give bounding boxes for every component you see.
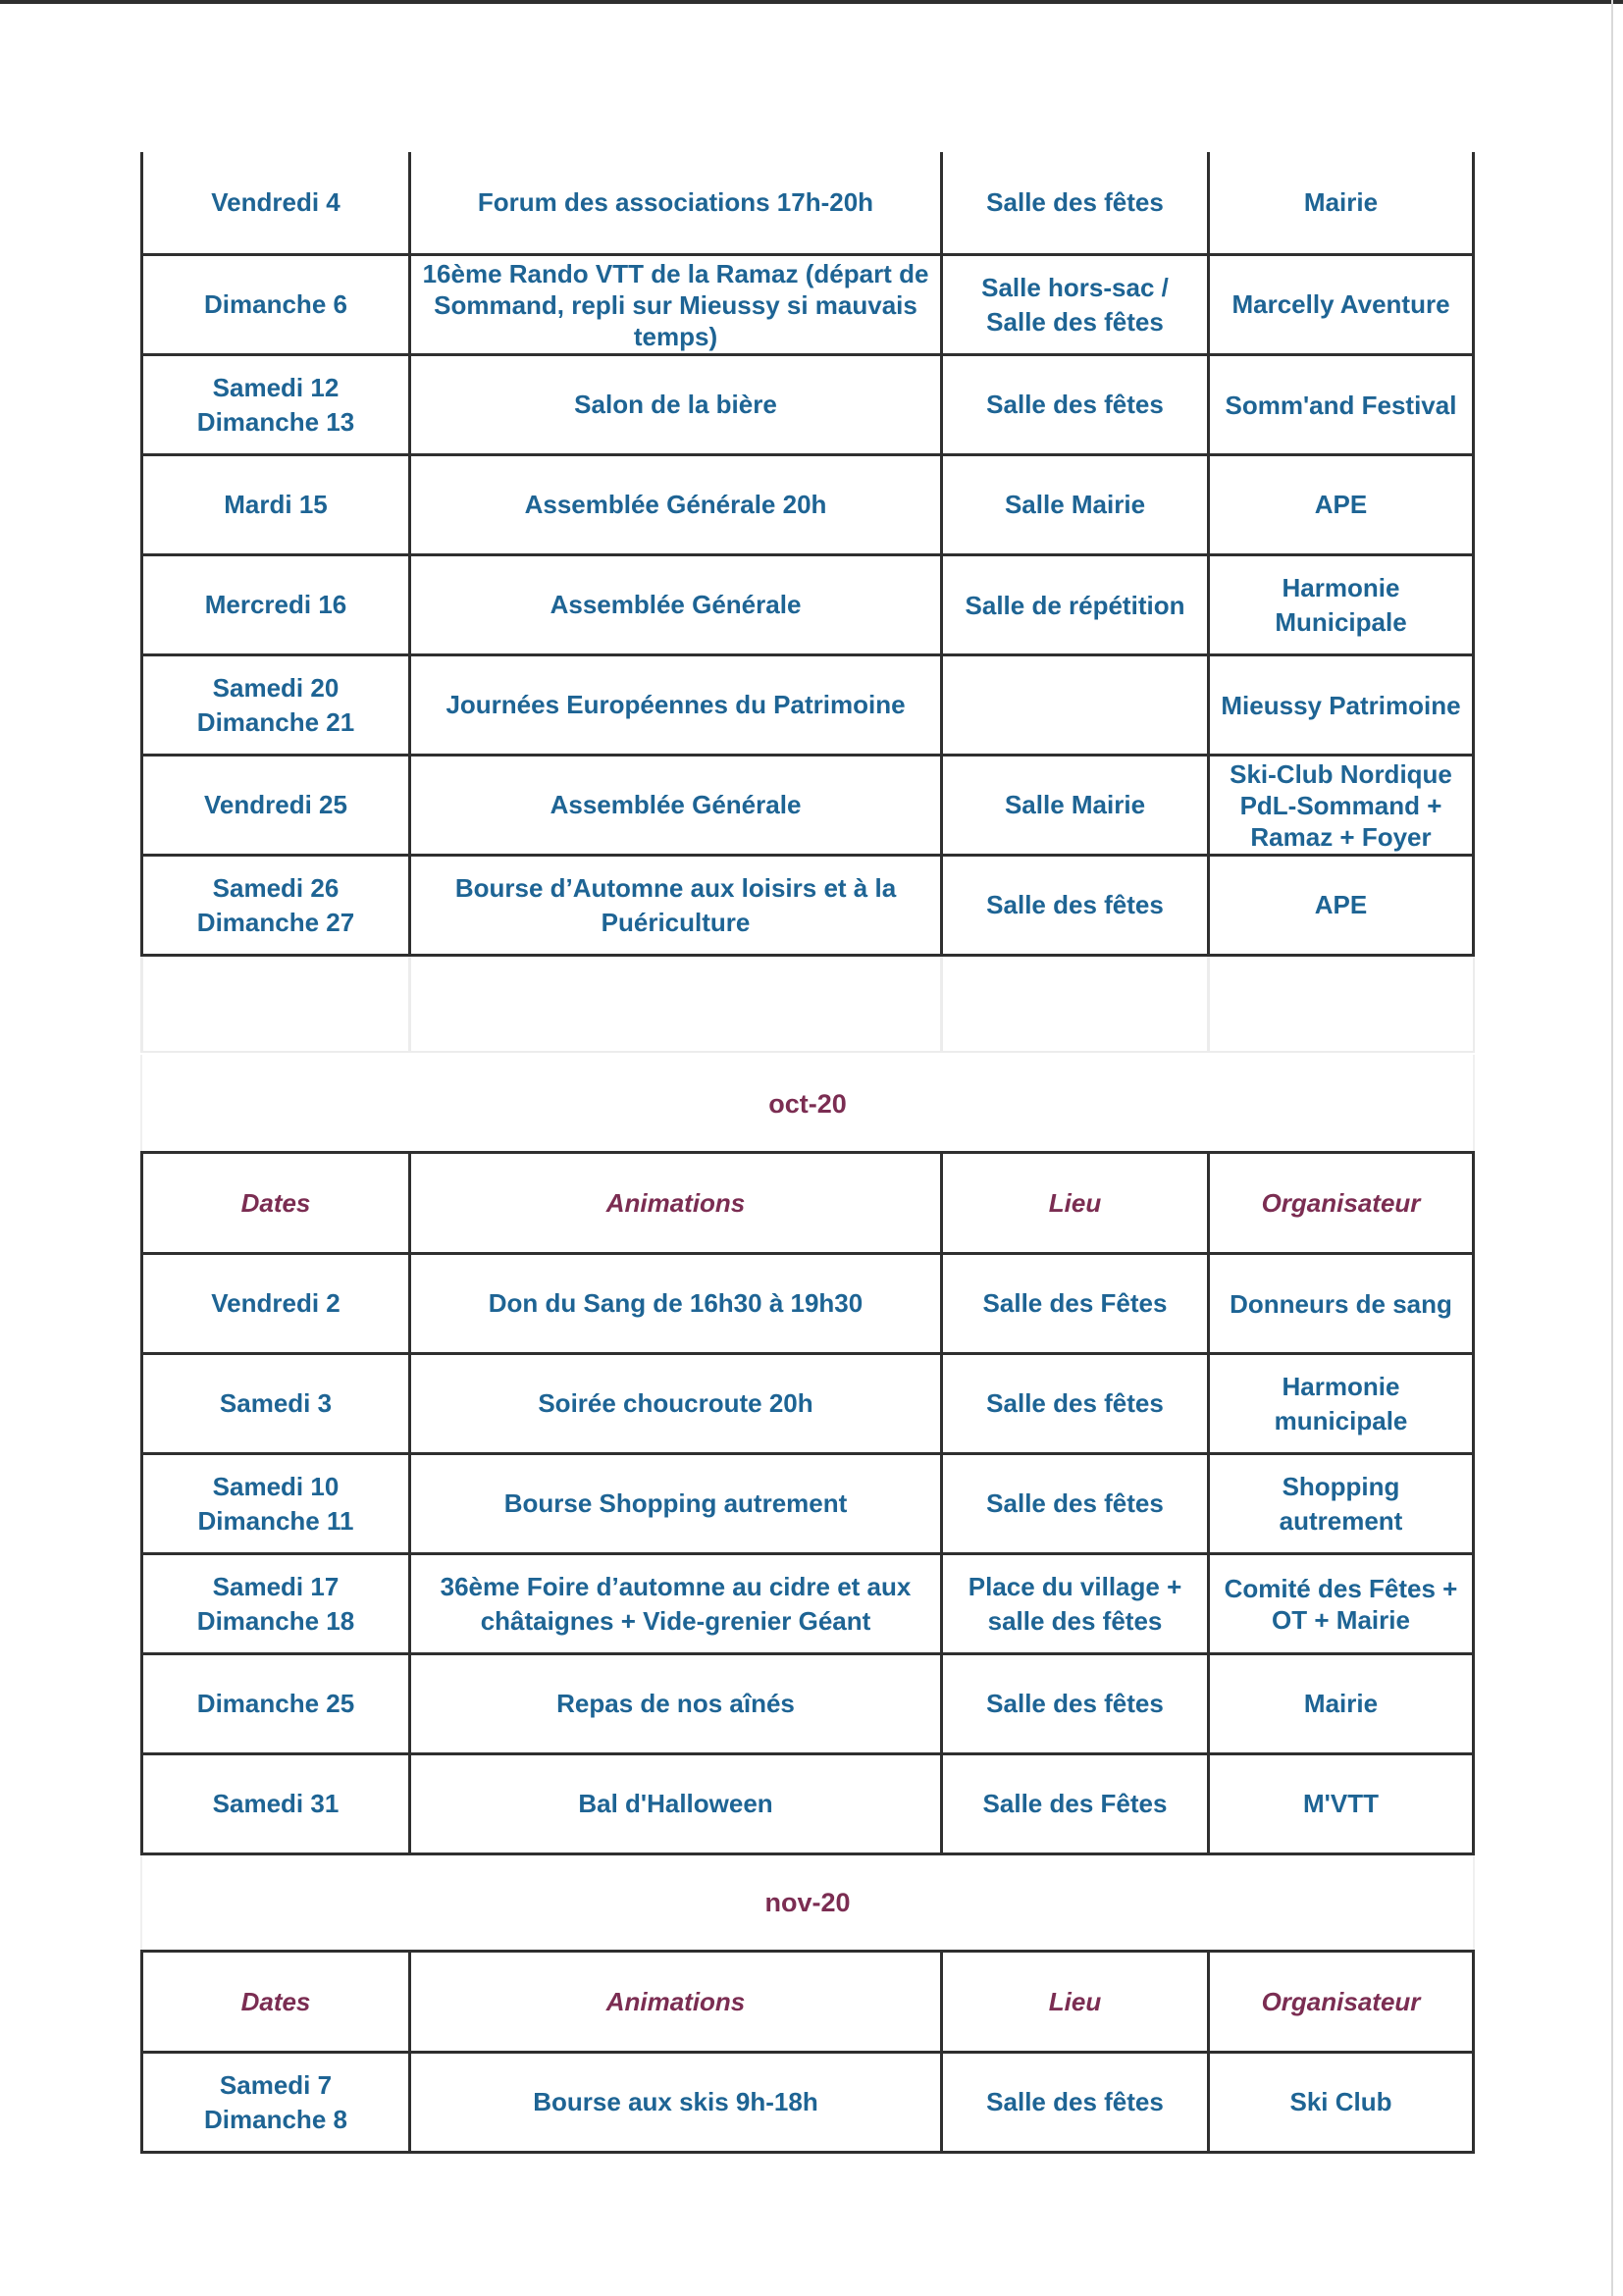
header-organisateur: Organisateur (1207, 1950, 1475, 2054)
lieu-cell: Salle des Fêtes (940, 1255, 1207, 1355)
organisateur-cell: Mairie (1207, 152, 1475, 256)
september-table (140, 152, 1475, 1053)
organisateur-cell: APE (1207, 456, 1475, 556)
month-title-october: oct-20 (140, 1055, 1475, 1153)
animation-cell: Repas de nos aînés (408, 1655, 940, 1755)
animation-cell: 36ème Foire d’automne au cidre et aux châtaignes + Vide-grenier Géant (408, 1555, 940, 1655)
lieu-cell (940, 656, 1207, 757)
date-cell: Mercredi 16 (140, 556, 408, 656)
header-dates: Dates (140, 1950, 408, 2054)
lieu-cell: Place du village + salle des fêtes (940, 1555, 1207, 1655)
scan-right-edge (1611, 0, 1613, 2296)
october-table (140, 1151, 1475, 1855)
month-title-november: nov-20 (140, 1855, 1475, 1950)
table-row (140, 656, 1475, 757)
animation-cell: Don du Sang de 16h30 à 19h30 (408, 1255, 940, 1355)
empty-cell (940, 957, 1207, 1053)
animation-cell: Forum des associations 17h-20h (408, 152, 940, 256)
animation-cell: Journées Européennes du Patrimoine (408, 656, 940, 757)
table-row (140, 2054, 1475, 2154)
organisateur-cell: Ski-Club Nordique PdL-Sommand + Ramaz + Foyer (1207, 757, 1475, 857)
organisateur-cell: Mieussy Patrimoine (1207, 656, 1475, 757)
header-animations: Animations (408, 1950, 940, 2054)
table-row (140, 356, 1475, 456)
animation-cell: Assemblée Générale (408, 757, 940, 857)
lieu-cell: Salle Mairie (940, 757, 1207, 857)
table-row (140, 1755, 1475, 1855)
table-row (140, 152, 1475, 256)
table-row (140, 1555, 1475, 1655)
date-cell: Samedi 31 (140, 1755, 408, 1855)
lieu-cell: Salle des fêtes (940, 1655, 1207, 1755)
empty-cell (1207, 957, 1475, 1053)
lieu-cell: Salle des fêtes (940, 2054, 1207, 2154)
animation-cell: Bourse d’Automne aux loisirs et à la Puériculture (408, 857, 940, 957)
date-cell: Vendredi 25 (140, 757, 408, 857)
lieu-cell: Salle des fêtes (940, 356, 1207, 456)
organisateur-cell: Marcelly Aventure (1207, 256, 1475, 356)
table-row (140, 256, 1475, 356)
organisateur-cell: Donneurs de sang (1207, 1255, 1475, 1355)
date-cell: Samedi 20 Dimanche 21 (140, 656, 408, 757)
empty-cell (140, 957, 408, 1053)
date-cell: Vendredi 2 (140, 1255, 408, 1355)
date-cell: Vendredi 4 (140, 152, 408, 256)
table-row (140, 857, 1475, 957)
organisateur-cell: Comité des Fêtes + OT + Mairie (1207, 1555, 1475, 1655)
date-cell: Samedi 26 Dimanche 27 (140, 857, 408, 957)
november-table (140, 1950, 1475, 2154)
animation-cell: Salon de la bière (408, 356, 940, 456)
animation-cell: Soirée choucroute 20h (408, 1355, 940, 1455)
organisateur-cell: APE (1207, 857, 1475, 957)
lieu-cell: Salle des fêtes (940, 857, 1207, 957)
organisateur-cell: Harmonie Municipale (1207, 556, 1475, 656)
organisateur-cell: Ski Club (1207, 2054, 1475, 2154)
header-lieu: Lieu (940, 1950, 1207, 2054)
empty-cell (408, 957, 940, 1053)
table-row (140, 1255, 1475, 1355)
date-cell: Samedi 7 Dimanche 8 (140, 2054, 408, 2154)
table-row (140, 1655, 1475, 1755)
scan-top-edge (0, 0, 1623, 4)
header-animations: Animations (408, 1151, 940, 1255)
lieu-cell: Salle Mairie (940, 456, 1207, 556)
header-row (140, 1950, 1475, 2054)
lieu-cell: Salle des fêtes (940, 1355, 1207, 1455)
animation-cell: Bal d'Halloween (408, 1755, 940, 1855)
header-row (140, 1151, 1475, 1255)
animation-cell: Bourse Shopping autrement (408, 1455, 940, 1555)
organisateur-cell: Harmonie municipale (1207, 1355, 1475, 1455)
header-dates: Dates (140, 1151, 408, 1255)
date-cell: Samedi 3 (140, 1355, 408, 1455)
table-row (140, 456, 1475, 556)
date-cell: Samedi 10 Dimanche 11 (140, 1455, 408, 1555)
table-row (140, 1355, 1475, 1455)
table-row (140, 556, 1475, 656)
lieu-cell: Salle hors-sac / Salle des fêtes (940, 256, 1207, 356)
table-row (140, 757, 1475, 857)
animation-cell: 16ème Rando VTT de la Ramaz (départ de Sommand, repli sur Mieussy si mauvais temps) (408, 256, 940, 356)
organisateur-cell: Shopping autrement (1207, 1455, 1475, 1555)
animation-cell: Bourse aux skis 9h-18h (408, 2054, 940, 2154)
lieu-cell: Salle des fêtes (940, 152, 1207, 256)
date-cell: Samedi 12 Dimanche 13 (140, 356, 408, 456)
date-cell: Samedi 17 Dimanche 18 (140, 1555, 408, 1655)
lieu-cell: Salle des fêtes (940, 1455, 1207, 1555)
header-organisateur: Organisateur (1207, 1151, 1475, 1255)
organisateur-cell: Mairie (1207, 1655, 1475, 1755)
table-row (140, 1455, 1475, 1555)
lieu-cell: Salle des Fêtes (940, 1755, 1207, 1855)
header-lieu: Lieu (940, 1151, 1207, 1255)
date-cell: Dimanche 6 (140, 256, 408, 356)
animation-cell: Assemblée Générale (408, 556, 940, 656)
organisateur-cell: Somm'and Festival (1207, 356, 1475, 456)
empty-row (140, 957, 1475, 1053)
lieu-cell: Salle de répétition (940, 556, 1207, 656)
date-cell: Dimanche 25 (140, 1655, 408, 1755)
date-cell: Mardi 15 (140, 456, 408, 556)
organisateur-cell: M'VTT (1207, 1755, 1475, 1855)
animation-cell: Assemblée Générale 20h (408, 456, 940, 556)
